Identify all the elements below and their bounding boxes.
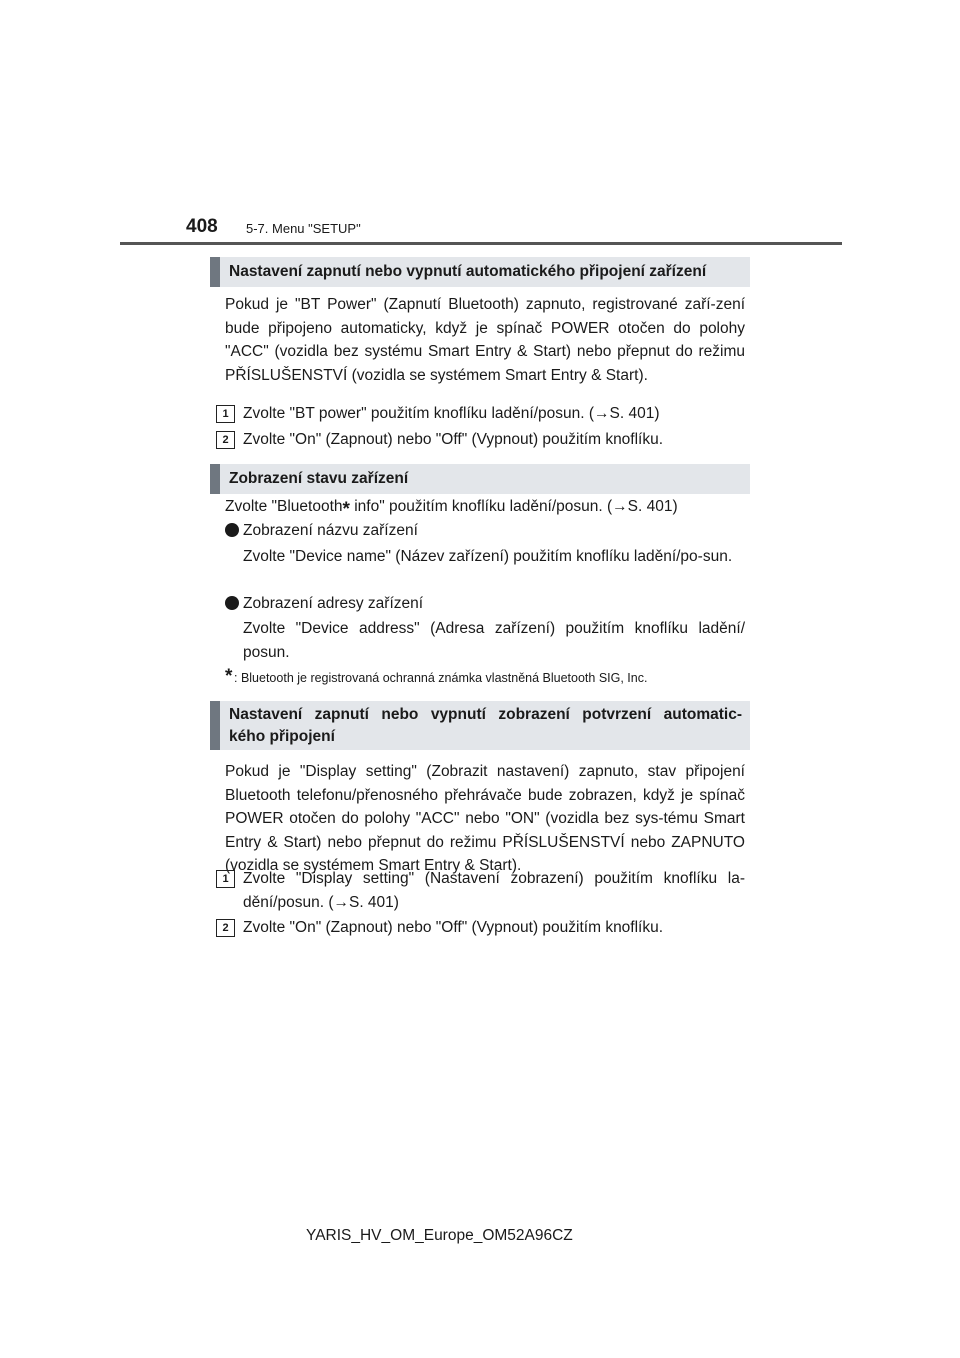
section-heading-display-setting xyxy=(210,701,750,750)
intro-text-before: Zvolte "Bluetooth xyxy=(225,498,343,515)
header-divider xyxy=(120,242,842,245)
bullet-label: Zobrazení adresy zařízení xyxy=(243,595,424,612)
step-text: Zvolte "Display setting" (Nastavení zobrazení) použitím knoflíku la-dění/posun. (→S. 401) xyxy=(243,870,745,911)
bullet-description: Zvolte "Device address" (Adresa zařízení) použitím knoflíku ladění/ posun. xyxy=(243,620,745,661)
step-number-badge: 1 xyxy=(216,405,235,423)
document-id-footer: YARIS_HV_OM_Europe_OM52A96CZ xyxy=(306,1227,573,1244)
step-text: Zvolte "On" (Zapnout) nebo "Off" (Vypnout) použitím knoflíku. xyxy=(243,431,664,448)
footnote-marker: * xyxy=(225,666,233,687)
footnote-marker: * xyxy=(342,499,350,520)
section-heading-auto-connect xyxy=(210,257,750,287)
step-number-badge: 2 xyxy=(216,431,235,449)
bullet-description: Zvolte "Device name" (Název zařízení) použitím knoflíku ladění/po-sun. xyxy=(243,548,733,565)
step-number-badge: 1 xyxy=(216,870,235,888)
section-heading-line: kého připojení xyxy=(229,728,335,745)
bullet-label: Zobrazení názvu zařízení xyxy=(243,522,418,539)
bullet-icon xyxy=(225,523,239,537)
section-heading-line: Nastavení zapnutí nebo vypnutí zobrazení potvrzení automatic- xyxy=(229,706,742,723)
step-text: Zvolte "On" (Zapnout) nebo "Off" (Vypnout) použitím knoflíku. xyxy=(243,919,664,936)
section-reference: 5-7. Menu "SETUP" xyxy=(246,221,361,236)
intro-text-after: info" použitím knoflíku ladění/posun. (→S. 401) xyxy=(349,498,678,515)
bullet-icon xyxy=(225,596,239,610)
step-number-badge: 2 xyxy=(216,919,235,937)
section-intro-paragraph: Pokud je "BT Power" (Zapnutí Bluetooth) zapnuto, registrované zaří-zení bude připojeno automaticky, když je spínač POWER otočen do polohy "ACC" (vozidla bez systému Smart Entry & Start) nebo přepnut do režimu PŘÍSLUŠENSTVÍ (vozidla se systémem Smart Entry & Start). xyxy=(225,296,745,384)
section-heading-device-status xyxy=(210,464,750,494)
section-heading-text: Zobrazení stavu zařízení xyxy=(229,470,409,487)
section-intro-paragraph xyxy=(225,495,745,519)
step-text: Zvolte "BT power" použitím knoflíku ladění/posun. (→S. 401) xyxy=(243,405,660,422)
section-heading-text: Nastavení zapnutí nebo vypnutí automatického připojení zařízení xyxy=(229,263,707,280)
section-intro-paragraph: Pokud je "Display setting" (Zobrazit nastavení) zapnuto, stav připojení Bluetooth telefonu/přenosného přehrávače bude zobrazen, když je spínač POWER otočen do polohy "ACC" nebo "ON" (vozidla bez sys-tému Smart Entry & Start) nebo přepnut do režimu PŘÍSLUŠENSTVÍ nebo ZAPNUTO (vozidla se systémem Smart Entry & Start). xyxy=(225,763,745,874)
footnote-text: : Bluetooth je registrovaná ochranná známka vlastněná Bluetooth SIG, Inc. xyxy=(234,671,648,685)
page-number: 408 xyxy=(186,216,218,237)
